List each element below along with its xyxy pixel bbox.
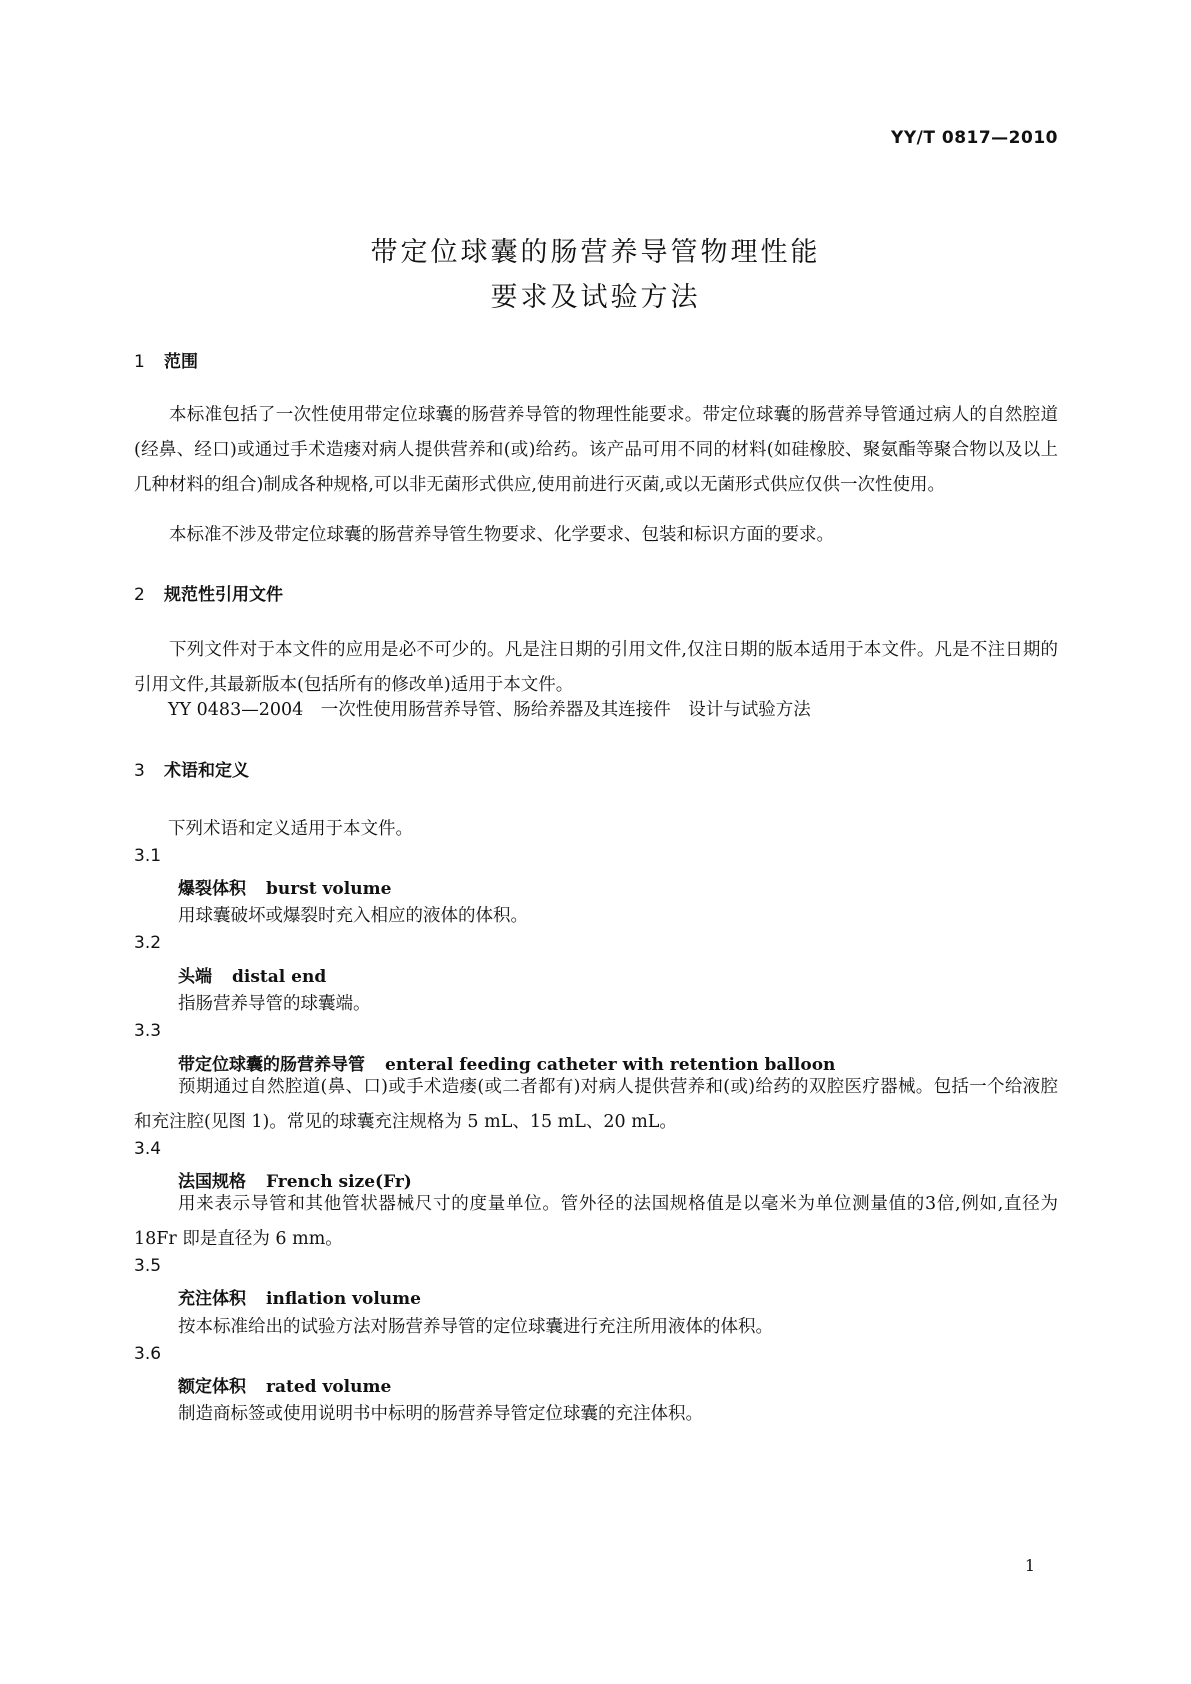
term-definition: 预期通过自然腔道(鼻、口)或手术造瘘(或二者都有)对病人提供营养和(或)给药的双腔医疗器械。包括一个给液腔和充注腔(见图 1)。常见的球囊充注规格为 5 mL、15 mL、20 mL。 <box>134 1077 1058 1132</box>
term-en: French size(Fr) <box>266 1172 412 1192</box>
section-number: 1 <box>134 352 145 372</box>
clause-number: 3.4 <box>134 1139 162 1159</box>
term-burst-volume <box>178 874 391 899</box>
section-heading-normative-references <box>134 580 283 605</box>
section-number: 3 <box>134 761 145 781</box>
term-definition: 用球囊破坏或爆裂时充入相应的液体的体积。 <box>178 906 528 926</box>
references-paragraph: 下列文件对于本文件的应用是必不可少的。凡是注日期的引用文件,仅注日期的版本适用于本文件。凡是不注日期的引用文件,其最新版本(包括所有的修改单)适用于本文件。 <box>134 640 1058 695</box>
section-title: 范围 <box>164 352 198 372</box>
document-title-line2: 要求及试验方法 <box>490 282 701 313</box>
section-number: 2 <box>134 585 145 605</box>
term-distal-end <box>178 962 326 987</box>
term-en: enteral feeding catheter with retention balloon <box>385 1055 836 1075</box>
term-zh: 头端 <box>178 967 212 987</box>
term-en: rated volume <box>266 1377 392 1397</box>
clause-number: 3.5 <box>134 1256 162 1276</box>
term-definition: 制造商标签或使用说明书中标明的肠营养导管定位球囊的充注体积。 <box>178 1404 703 1424</box>
clause-number: 3.6 <box>134 1344 162 1364</box>
page-number: 1 <box>1024 1556 1035 1575</box>
section-heading-terms <box>134 756 249 781</box>
clause-number: 3.3 <box>134 1021 162 1041</box>
term-definition: 指肠营养导管的球囊端。 <box>178 994 371 1014</box>
terms-intro: 下列术语和定义适用于本文件。 <box>168 819 413 839</box>
term-zh: 带定位球囊的肠营养导管 <box>178 1055 365 1075</box>
scope-paragraph-2: 本标准不涉及带定位球囊的肠营养导管生物要求、化学要求、包装和标识方面的要求。 <box>169 525 834 545</box>
standard-code: YY/T 0817—2010 <box>891 128 1058 148</box>
section-title: 术语和定义 <box>164 761 249 781</box>
term-definition: 按本标准给出的试验方法对肠营养导管的定位球囊进行充注所用液体的体积。 <box>178 1317 773 1337</box>
document-title-line1: 带定位球囊的肠营养导管物理性能 <box>370 237 821 268</box>
term-zh: 充注体积 <box>178 1289 246 1309</box>
term-rated-volume <box>178 1372 391 1397</box>
term-zh: 爆裂体积 <box>178 879 246 899</box>
term-zh: 额定体积 <box>178 1377 246 1397</box>
clause-number: 3.2 <box>134 933 162 953</box>
term-inflation-volume <box>178 1284 421 1309</box>
term-en: burst volume <box>266 879 392 899</box>
reference-entry: YY 0483—2004 一次性使用肠营养导管、肠给养器及其连接件 设计与试验方法 <box>168 700 811 720</box>
scope-paragraph-1: 本标准包括了一次性使用带定位球囊的肠营养导管的物理性能要求。带定位球囊的肠营养导管通过病人的自然腔道(经鼻、经口)或通过手术造瘘对病人提供营养和(或)给药。该产品可用不同的材料(如硅橡胶、聚氨酯等聚合物以及以上几种材料的组合)制成各种规格,可以非无菌形式供应,使用前进行灭菌,或以无菌形式供应仅供一次性使用。 <box>134 405 1058 495</box>
term-en: inflation volume <box>266 1289 421 1309</box>
term-definition: 用来表示导管和其他管状器械尺寸的度量单位。管外径的法国规格值是以毫米为单位测量值的3倍,例如,直径为 18Fr 即是直径为 6 mm。 <box>134 1194 1058 1249</box>
clause-number: 3.1 <box>134 846 162 866</box>
term-zh: 法国规格 <box>178 1172 246 1192</box>
section-title: 规范性引用文件 <box>164 585 283 605</box>
section-heading-scope <box>134 347 198 372</box>
term-en: distal end <box>232 967 327 987</box>
